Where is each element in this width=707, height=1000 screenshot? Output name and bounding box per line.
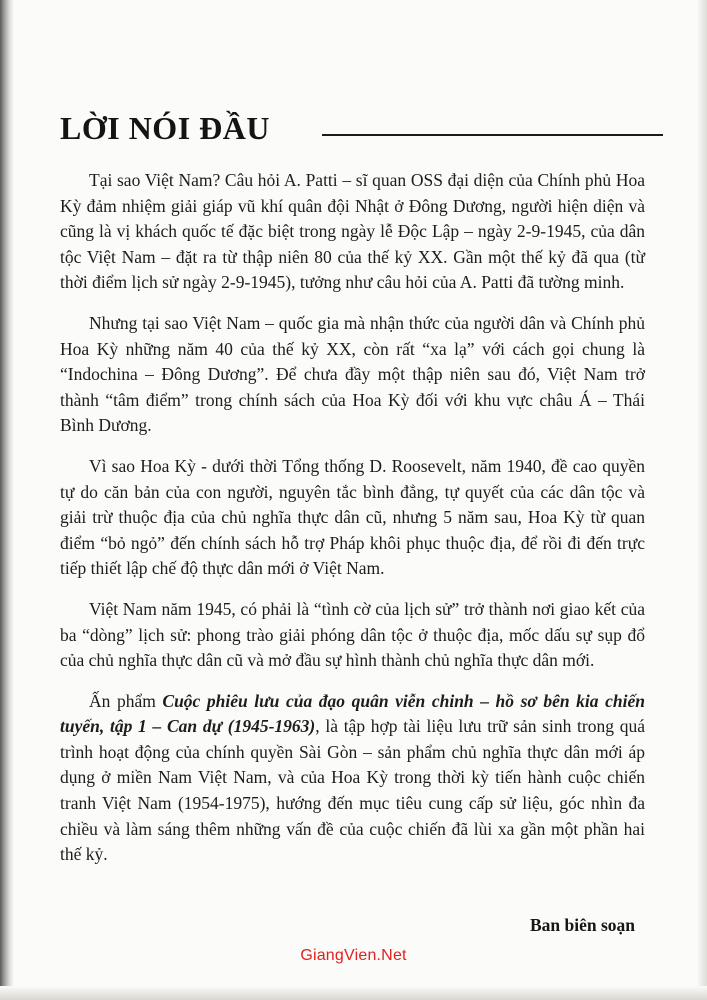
page-right-edge [697, 0, 707, 1000]
watermark-link[interactable]: GiangVien.Net [300, 947, 407, 964]
paragraph-1: Tại sao Việt Nam? Câu hỏi A. Patti – sĩ quan OSS đại diện của Chính phủ Hoa Kỳ đảm nhiệm giải giáp vũ khí quân đội Nhật ở Đông Dương, người hiện diện và cũng là vị khách quốc tế đặc biệt trong ngày lễ Độc Lập – ngày 2-9-1945, của dân tộc Việt Nam – đặt ra từ thập niên 80 của thế kỷ XX. Gần một thế kỷ đã qua (từ thời điểm lịch sử ngày 2-9-1945), tưởng như câu hỏi của A. Patti đã tường minh. [60, 170, 645, 293]
paragraph-4: Việt Nam năm 1945, có phải là “tình cờ của lịch sử” trở thành nơi giao kết của ba “dòng” lịch sử: phong trào giải phóng dân tộc ở thuộc địa, mốc dấu sự sụp đổ của chủ nghĩa thực dân cũ và mở đầu sự hình thành chủ nghĩa thực dân mới. [60, 598, 645, 671]
paragraph-2: Nhưng tại sao Việt Nam – quốc gia mà nhận thức của người dân và Chính phủ Hoa Kỳ những năm 40 của thế kỷ XX, còn rất “xa lạ” với cách gọi chung là “Indochina – Đông Dương”. Để chưa đầy một thập niên sau đó, Việt Nam trở thành “tâm điểm” trong chính sách của Hoa Kỳ đối với khu vực châu Á – Thái Bình Dương. [60, 312, 645, 436]
page-title: LỜI NÓI ĐẦU [60, 110, 270, 146]
preface-body [60, 168, 645, 868]
paragraph-5-rest: , là tập hợp tài liệu lưu trữ sản sinh trong quá trình hoạt động của chính quyền Sài Gòn – sản phẩm chủ nghĩa thực dân mới áp dụng ở miền Nam Việt Nam, và của Hoa Kỳ trong thời kỳ tiến hành cuộc chiến tranh Việt Nam (1954-1975), hướng đến mục tiêu cung cấp sử liệu, góc nhìn đa chiều và làm sáng thêm những vấn đề của cuộc chiến đã lùi xa gần một phần hai thế kỷ. [60, 716, 645, 865]
page-binding-shadow [0, 0, 14, 1000]
paragraph-3: Vì sao Hoa Kỳ - dưới thời Tổng thống D. Roosevelt, năm 1940, đề cao quyền tự do căn bản của con người, nguyên tắc bình đẳng, tự quyết của các dân tộc và giải trừ thuộc địa của chủ nghĩa thực dân cũ, nhưng 5 năm sau, Hoa Kỳ từ quan điểm “bỏ ngỏ” đến chính sách hỗ trợ Pháp khôi phục thuộc địa, để rồi đi đến trực tiếp thiết lập chế độ thực dân mới ở Việt Nam. [60, 455, 645, 579]
paragraph-5 [60, 689, 645, 868]
heading-rule [322, 134, 663, 136]
paragraph-5-intro: Ấn phẩm [89, 690, 163, 711]
book-title: Cuộc phiêu lưu của đạo quân viễn chinh – hồ sơ bên kia chiến tuyến, tập 1 – Can dự (1945-1963) [60, 690, 645, 737]
signature: Ban biên soạn [529, 915, 635, 935]
heading-row [60, 110, 672, 150]
page-bottom-edge [0, 986, 707, 1000]
